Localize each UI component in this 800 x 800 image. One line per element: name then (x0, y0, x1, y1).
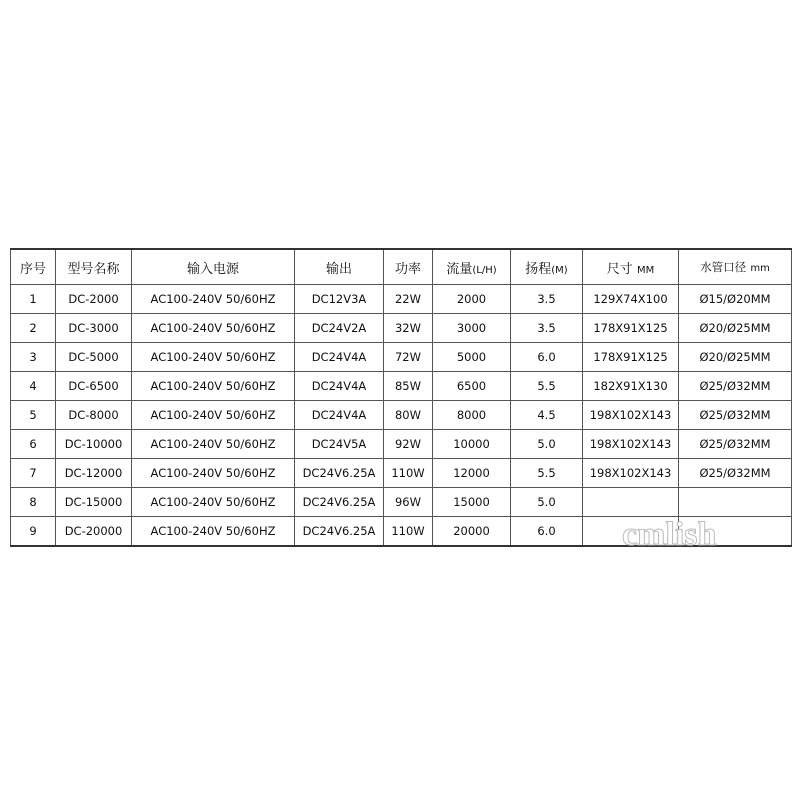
cell-flow: 3000 (433, 314, 511, 343)
table-row (11, 314, 792, 343)
cell-flow: 20000 (433, 517, 511, 547)
header-size: 尺寸 MM (583, 249, 679, 285)
cell-size: 182X91X130 (583, 372, 679, 401)
cell-input: AC100-240V 50/60HZ (132, 488, 295, 517)
cell-flow: 2000 (433, 285, 511, 314)
cell-pipe: Ø20/Ø25MM (679, 314, 792, 343)
cell-no: 4 (11, 372, 56, 401)
cell-model: DC-3000 (56, 314, 132, 343)
watermark: cmlish (622, 516, 717, 553)
cell-model: DC-8000 (56, 401, 132, 430)
cell-model: DC-20000 (56, 517, 132, 547)
cell-input: AC100-240V 50/60HZ (132, 372, 295, 401)
cell-power: 92W (384, 430, 433, 459)
cell-pipe: Ø20/Ø25MM (679, 343, 792, 372)
cell-model: DC-15000 (56, 488, 132, 517)
cell-power: 32W (384, 314, 433, 343)
cell-no: 9 (11, 517, 56, 547)
cell-flow: 10000 (433, 430, 511, 459)
header-flow: 流量(L/H) (433, 249, 511, 285)
table-row (11, 488, 792, 517)
header-model: 型号名称 (56, 249, 132, 285)
cell-head: 6.0 (511, 343, 583, 372)
cell-no: 7 (11, 459, 56, 488)
table-body (11, 285, 792, 547)
cell-head: 3.5 (511, 314, 583, 343)
cell-output: DC12V3A (295, 285, 384, 314)
cell-size: 198X102X143 (583, 430, 679, 459)
cell-size: 198X102X143 (583, 459, 679, 488)
cell-input: AC100-240V 50/60HZ (132, 401, 295, 430)
cell-no: 3 (11, 343, 56, 372)
header-head: 扬程(M) (511, 249, 583, 285)
cell-flow: 12000 (433, 459, 511, 488)
cell-head: 5.5 (511, 372, 583, 401)
cell-pipe: Ø25/Ø32MM (679, 372, 792, 401)
cell-input: AC100-240V 50/60HZ (132, 314, 295, 343)
table-row (11, 372, 792, 401)
cell-output: DC24V4A (295, 343, 384, 372)
cell-input: AC100-240V 50/60HZ (132, 459, 295, 488)
cell-head: 3.5 (511, 285, 583, 314)
cell-flow: 15000 (433, 488, 511, 517)
spec-table (10, 248, 792, 547)
cell-model: DC-12000 (56, 459, 132, 488)
header-no: 序号 (11, 249, 56, 285)
cell-output: DC24V4A (295, 372, 384, 401)
cell-output: DC24V6.25A (295, 459, 384, 488)
cell-head: 5.0 (511, 488, 583, 517)
cell-no: 1 (11, 285, 56, 314)
cell-size: 129X74X100 (583, 285, 679, 314)
cell-head: 5.5 (511, 459, 583, 488)
cell-no: 8 (11, 488, 56, 517)
cell-pipe (679, 488, 792, 517)
cell-input: AC100-240V 50/60HZ (132, 517, 295, 547)
cell-no: 2 (11, 314, 56, 343)
header-pipe: 水管口径 mm (679, 249, 792, 285)
cell-output: DC24V5A (295, 430, 384, 459)
cell-size: 198X102X143 (583, 401, 679, 430)
cell-flow: 8000 (433, 401, 511, 430)
cell-output: DC24V4A (295, 401, 384, 430)
cell-power: 110W (384, 517, 433, 547)
header-row (11, 249, 792, 285)
cell-output: DC24V6.25A (295, 517, 384, 547)
cell-model: DC-5000 (56, 343, 132, 372)
cell-power: 85W (384, 372, 433, 401)
cell-no: 5 (11, 401, 56, 430)
table-row (11, 459, 792, 488)
cell-flow: 6500 (433, 372, 511, 401)
cell-size: 178X91X125 (583, 343, 679, 372)
cell-input: AC100-240V 50/60HZ (132, 343, 295, 372)
table-row (11, 343, 792, 372)
cell-power: 22W (384, 285, 433, 314)
cell-power: 110W (384, 459, 433, 488)
table-row (11, 430, 792, 459)
cell-pipe: Ø15/Ø20MM (679, 285, 792, 314)
cell-output: DC24V2A (295, 314, 384, 343)
cell-head: 5.0 (511, 430, 583, 459)
header-output: 输出 (295, 249, 384, 285)
table-row (11, 401, 792, 430)
cell-pipe: Ø25/Ø32MM (679, 459, 792, 488)
cell-model: DC-2000 (56, 285, 132, 314)
cell-no: 6 (11, 430, 56, 459)
cell-head: 6.0 (511, 517, 583, 547)
cell-pipe: Ø25/Ø32MM (679, 401, 792, 430)
cell-size: 178X91X125 (583, 314, 679, 343)
cell-input: AC100-240V 50/60HZ (132, 430, 295, 459)
cell-power: 96W (384, 488, 433, 517)
header-power: 功率 (384, 249, 433, 285)
cell-model: DC-6500 (56, 372, 132, 401)
cell-output: DC24V6.25A (295, 488, 384, 517)
cell-size (583, 488, 679, 517)
cell-model: DC-10000 (56, 430, 132, 459)
table-row (11, 285, 792, 314)
header-input: 输入电源 (132, 249, 295, 285)
cell-power: 80W (384, 401, 433, 430)
cell-power: 72W (384, 343, 433, 372)
cell-pipe: Ø25/Ø32MM (679, 430, 792, 459)
cell-flow: 5000 (433, 343, 511, 372)
cell-head: 4.5 (511, 401, 583, 430)
cell-input: AC100-240V 50/60HZ (132, 285, 295, 314)
